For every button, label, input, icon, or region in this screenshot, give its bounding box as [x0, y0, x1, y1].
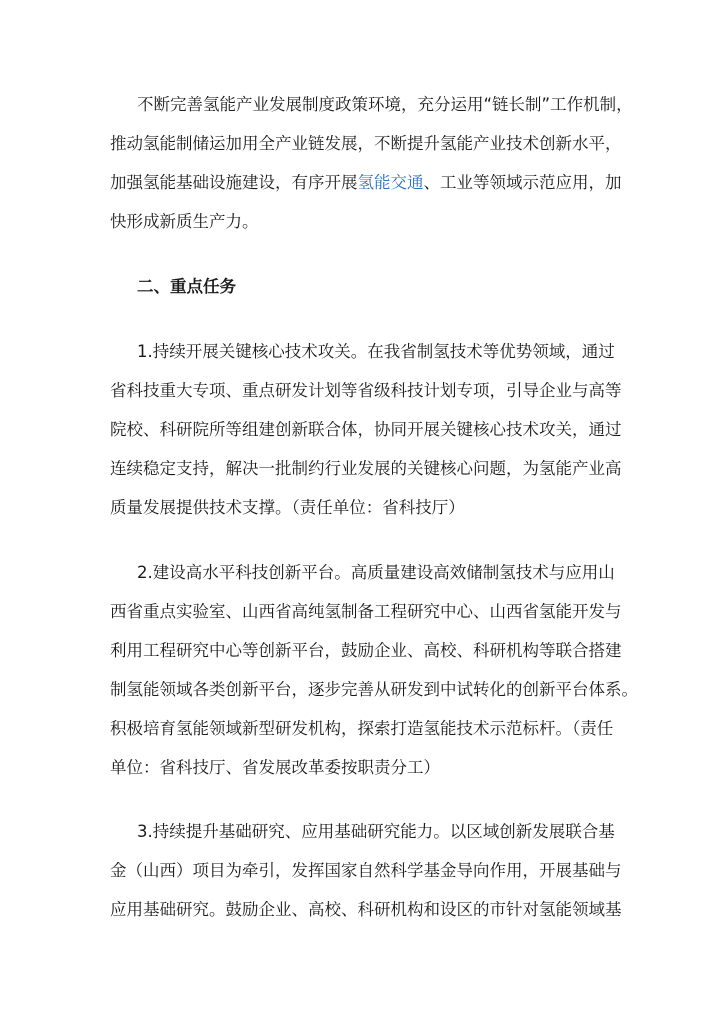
intro-line-3-text-b: 、工业等领域示范应用，加	[423, 173, 622, 192]
item1-line: 质量发展提供技术支撑。（责任单位：省科技厅）	[110, 498, 465, 517]
item2-line: 单位：省科技厅、省发展改革委按职责分工）	[110, 758, 440, 777]
item3-line: 3.持续提升基础研究、应用基础研究能力。以区域创新发展联合基	[137, 822, 615, 841]
item1-line: 省科技重大专项、重点研发计划等省级科技计划专项，引导企业与高等	[110, 381, 622, 400]
hydrogen-transport-link[interactable]: 氢能交通	[357, 173, 424, 192]
item1-line: 连续稳定支持，解决一批制约行业发展的关键核心问题，为氢能产业高	[110, 459, 622, 478]
intro-line-2: 推动氢能制储运加用全产业链发展，不断提升氢能产业技术创新水平，	[110, 134, 622, 153]
item2-line: 利用工程研究中心等创新平台，鼓励企业、高校、科研机构等联合搭建	[110, 641, 622, 660]
intro-line-4: 快形成新质生产力。	[110, 212, 259, 231]
item2-line: 积极培育氢能领域新型研发机构，探索打造氢能技术示范标杆。（责任	[110, 719, 614, 738]
item2-line: 2.建设高水平科技创新平台。高质量建设高效储制氢技术与应用山	[137, 563, 615, 582]
item1-line: 院校、科研院所等组建创新联合体，协同开展关键核心技术攻关，通过	[110, 420, 622, 439]
intro-line-1: 不断完善氢能产业发展制度政策环境，充分运用“链长制”工作机制，	[137, 95, 633, 114]
item3-line: 应用基础研究。鼓励企业、高校、科研机构和设区的市针对氢能领域基	[110, 900, 622, 919]
item2-line: 西省重点实验室、山西省高纯氢制备工程研究中心、山西省氢能开发与	[110, 602, 622, 621]
item2-line: 制氢能领域各类创新平台，逐步完善从研发到中试转化的创新平台体系。	[110, 680, 638, 699]
intro-line-3	[110, 173, 622, 193]
item3-line: 金（山西）项目为牵引，发挥国家自然科学基金导向作用，开展基础与	[110, 861, 622, 880]
section-heading: 二、重点任务	[137, 277, 236, 296]
intro-line-3-text-a: 加强氢能基础设施建设，有序开展	[110, 173, 358, 192]
item1-line: 1.持续开展关键核心技术攻关。在我省制氢技术等优势领域，通过	[137, 342, 615, 361]
